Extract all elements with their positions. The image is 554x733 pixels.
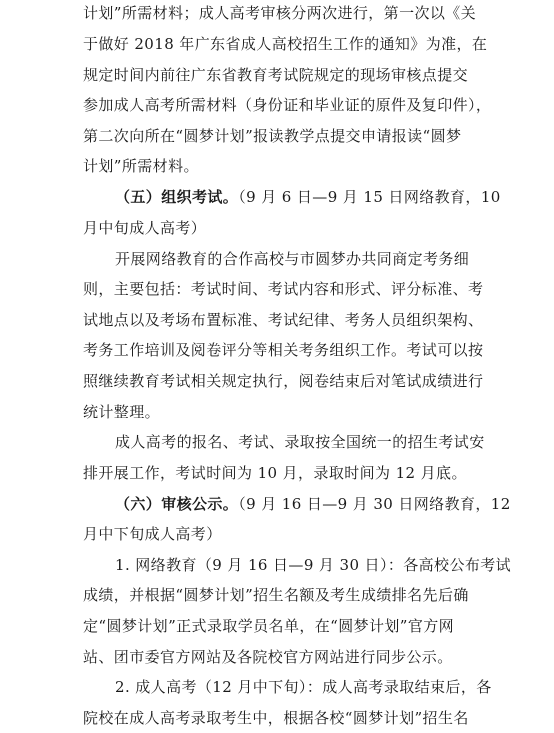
text-line: 成人高考的报名、考试、录取按全国统一的招生考试安	[115, 433, 485, 451]
section-heading-line: （六）审核公示。（9 月 16 日—9 月 30 日网络教育，12	[115, 495, 511, 513]
text-line: 站、团市委官方网站及各院校官方网站进行同步公示。	[83, 648, 453, 666]
text-line: 1. 网络教育（9 月 16 日—9 月 30 日）：各高校公布考试	[115, 556, 512, 574]
section-heading-line: （五）组织考试。（9 月 6 日—9 月 15 日网络教育，10	[115, 188, 501, 206]
text-line: 院校在成人高考录取考生中，根据各校“圆梦计划”招生名	[83, 709, 469, 727]
text-line: 月中旬成人高考）	[83, 219, 207, 237]
text-line: 排开展工作，考试时间为 10 月，录取时间为 12 月底。	[83, 464, 467, 482]
text-line: 于做好 2018 年广东省成人高校招生工作的通知》为准，在	[83, 35, 488, 53]
section-heading: （六）审核公示。	[115, 495, 239, 513]
text-line: 月中下旬成人高考）	[83, 525, 222, 543]
text-line: 则，主要包括：考试时间、考试内容和形式、评分标准、考	[83, 280, 484, 298]
text-line: 考务工作培训及阅卷评分等相关考务组织工作。考试可以按	[83, 341, 484, 359]
text-line: 规定时间内前往广东省教育考试院规定的现场审核点提交	[83, 66, 469, 84]
text-line: 参加成人高考所需材料（身份证和毕业证的原件及复印件），	[83, 96, 492, 114]
text-line: 开展网络教育的合作高校与市圆梦办共同商定考务细	[115, 250, 470, 268]
section-heading: （五）组织考试。	[115, 188, 239, 206]
text-line: 第二次向所在“圆梦计划”报读教学点提交申请报读“圆梦	[83, 127, 462, 145]
text-line: 统计整理。	[83, 403, 161, 421]
text-line: 成绩，并根据“圆梦计划”招生名额及考生成绩排名先后确	[83, 586, 469, 604]
text-line: 试地点以及考场布置标准、考试纪律、考务人员组织架构、	[83, 311, 484, 329]
text-line: 定“圆梦计划”正式录取学员名单，在“圆梦计划”官方网	[83, 617, 455, 635]
text-line: 2. 成人高考（12 月中下旬）：成人高考录取结束后，各	[115, 678, 492, 696]
text-line: 计划”所需材料；成人高考审核分两次进行，第一次以《关	[83, 4, 477, 22]
text-line: 计划”所需材料。	[83, 157, 199, 175]
text-line: 照继续教育考试相关规定执行，阅卷结束后对笔试成绩进行	[83, 372, 484, 390]
